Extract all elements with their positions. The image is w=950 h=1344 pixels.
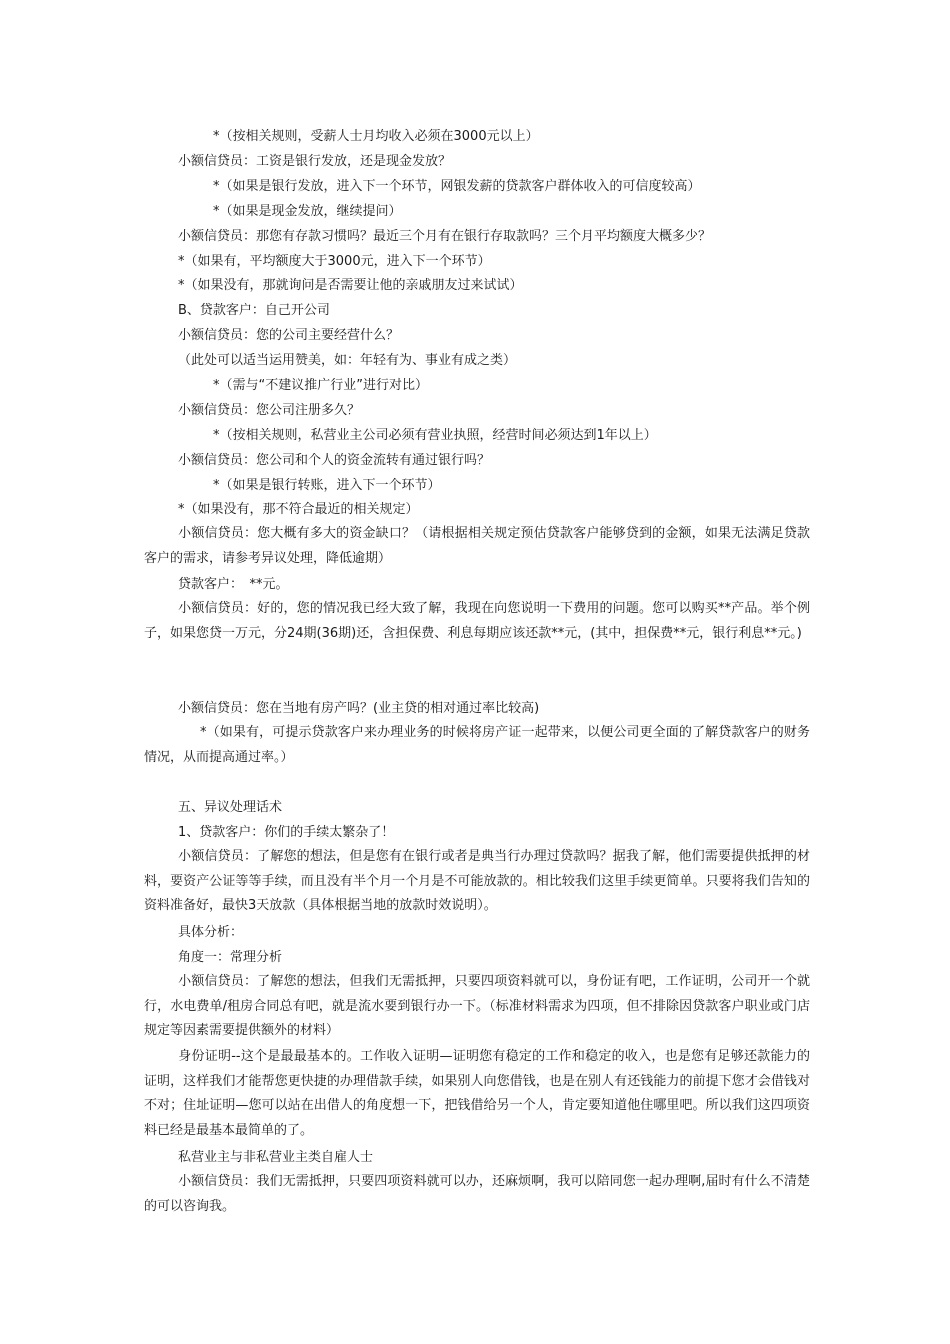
question-property: 小额信贷员：您在当地有房产吗？(业主贷的相对通过率比较高) xyxy=(178,701,540,716)
rule-income-note: *（按相关规则，受薪人士月均收入必须在3000元以上） xyxy=(213,129,539,144)
question-salary-method: 小额信贷员：工资是银行发放，还是现金发放？ xyxy=(178,154,452,169)
question-deposit-habit: 小额信贷员：那您有存款习惯吗？最近三个月有在银行存取款吗？三个月平均额度大概多少？ xyxy=(178,229,712,244)
note-bank-transfer: *（如果是银行转账，进入下一个环节） xyxy=(213,478,441,493)
note-praise: （此处可以适当运用赞美，如：年轻有为、事业有成之类） xyxy=(178,353,517,368)
note-industry-compare: *（需与“不建议推广行业”进行对比） xyxy=(213,378,428,393)
section-five-heading: 五、异议处理话术 xyxy=(178,800,283,815)
note-no-transfer: *（如果没有，那不符合最近的相关规定） xyxy=(178,502,419,517)
question-cash-flow: 小额信贷员：您公司和个人的资金流转有通过银行吗？ xyxy=(178,453,491,468)
paragraph-accompany-offer: 小额信贷员：我们无需抵押，只要四项资料就可以办，还麻烦啊，我可以陪同您一起办理啊,届时有什么不清楚的可以咨询我。 xyxy=(144,1174,810,1214)
question-business: 小额信贷员：您的公司主要经营什么？ xyxy=(178,328,400,343)
question-registration: 小额信贷员：您公司注册多久？ xyxy=(178,403,361,418)
paragraph-procedure-response: 小额信贷员：了解您的想法，但是您有在银行或者是典当行办理过贷款吗？据我了解，他们需要提供抵押的材料，要资产公证等等手续，而且没有半个月一个月是不可能放款的。相比较我们这里手续更简单。只要将我们告知的资料准备好，最快3天放款（具体根据当地的放款时效说明）。 xyxy=(144,849,810,913)
paragraph-fees: 小额信贷员：好的，您的情况我已经大致了解，我现在向您说明一下费用的问题。您可以购买**产品。举个例子，如果您贷一万元，分24期(36期)还，含担保费、利息每期应该还款**元，(其中，担保费**元，银行利息**元。) xyxy=(144,601,810,641)
section-b-heading: B、贷款客户：自己开公司 xyxy=(178,303,330,318)
paragraph-four-documents: 小额信贷员：了解您的想法，但我们无需抵押，只要四项资料就可以，身份证有吧，工作证明，公司开一个就行，水电费单/租房合同总有吧，就是流水要到银行办一下。（标准材料需求为四项，但不排除因贷款客户职业或门店规定等因素需要提供额外的材料） xyxy=(144,974,810,1038)
note-cash-salary: *（如果是现金发放，继续提问） xyxy=(213,204,402,219)
angle-one-heading: 角度一：常理分析 xyxy=(178,950,283,965)
note-deposit-no: *（如果没有，那就询问是否需要让他的亲戚朋友过来试试） xyxy=(178,278,523,293)
note-property-certificate: *（如果有，可提示贷款客户来办理业务的时候将房产证一起带来，以便公司更全面的了解贷款客户的财务情况，从而提高通过率。） xyxy=(144,725,810,765)
self-employed-heading: 私营业主与非私营业主类自雇人士 xyxy=(178,1150,374,1165)
note-deposit-yes: *（如果有，平均额度大于3000元，进入下一个环节） xyxy=(178,254,491,269)
paragraph-funding-gap: 小额信贷员：您大概有多大的资金缺口？（请根据相关规定预估贷款客户能够贷到的金额，如果无法满足贷款客户的需求，请参考异议处理，降低逾期） xyxy=(144,526,810,566)
answer-amount: 贷款客户： **元。 xyxy=(178,577,289,592)
objection-complex-procedure: 1、贷款客户：你们的手续太繁杂了！ xyxy=(178,825,395,840)
analysis-heading: 具体分析： xyxy=(178,925,244,940)
paragraph-document-explanation: 身份证明--这个是最最基本的。工作收入证明—证明您有稳定的工作和稳定的收入，也是您有足够还款能力的证明，这样我们才能帮您更快捷的办理借款手续，如果别人向您借钱，也是在别人有还钱能力的前提下您才会借钱对不对；住址证明—您可以站在出借人的角度想一下，把钱借给另一个人，肯定要知道他住哪里吧。所以我们这四项资料已经是最基本最简单的了。 xyxy=(144,1049,810,1138)
note-bank-salary: *（如果是银行发放，进入下一个环节，网银发薪的贷款客户群体收入的可信度较高） xyxy=(213,179,701,194)
rule-business-license: *（按相关规则，私营业主公司必须有营业执照，经营时间必须达到1年以上） xyxy=(213,428,657,443)
